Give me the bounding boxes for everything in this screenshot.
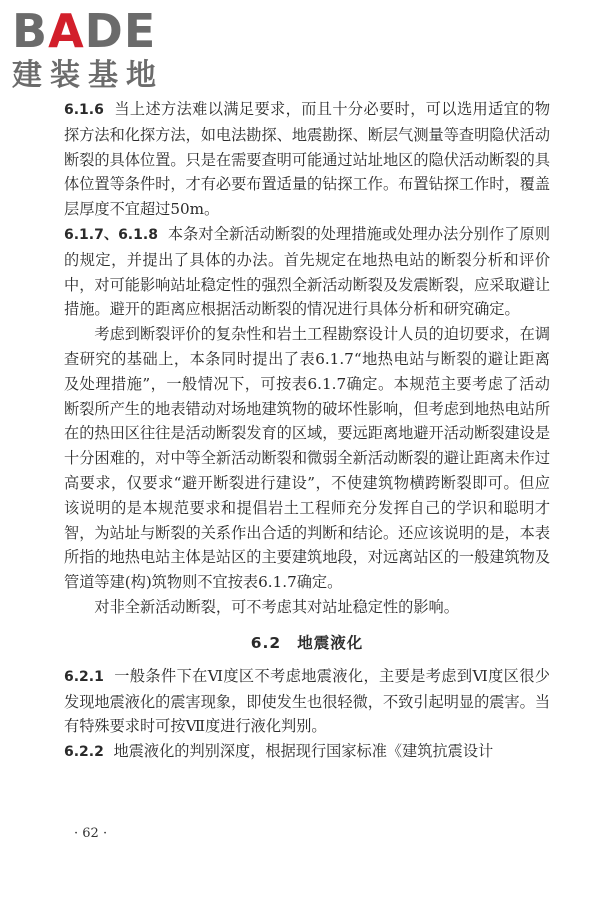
section-title: 地震液化 xyxy=(297,633,364,652)
clause-text: 本条对全新活动断裂的处理措施或处理办法分别作了原则的规定，并提出了具体的办法。首先规定在地热电站的断裂分析和评价中，对可能影响站址稳定性的强烈全新活动断裂及发震断裂，应采取避让措施。避开的距离应根据活动断裂的情况进行具体分析和研究确定。 xyxy=(64,224,551,319)
logo-subtitle: 建装基地 xyxy=(12,58,164,93)
clause-number: 6.1.7、6.1.8 xyxy=(64,226,158,243)
clause-text: 一般条件下在Ⅵ度区不考虑地震液化，主要是考虑到Ⅵ度区很少发现地震液化的震害现象，即使发生也很轻微，不致引起明显的震害。当有特殊要求时可按Ⅶ度进行液化判别。 xyxy=(64,666,550,736)
clause-number: 6.1.6 xyxy=(64,102,104,118)
paragraph-6-2-2 xyxy=(64,739,550,765)
section-heading xyxy=(64,630,550,656)
logo-letter: B xyxy=(12,4,49,58)
paragraph-6-1-6 xyxy=(64,97,550,222)
paragraph-body: 对非全新活动断裂，可不考虑其对站址稳定性的影响。 xyxy=(94,597,459,616)
clause-number: 6.2.1 xyxy=(64,668,104,685)
brand-logo xyxy=(12,6,164,94)
logo-wordmark xyxy=(12,6,164,56)
document-body xyxy=(64,97,550,765)
logo-accent-letter: A xyxy=(48,4,85,58)
paragraph-body: 考虑到断裂评价的复杂性和岩土工程勘察设计人员的迫切要求，在调查研究的基础上，本条同时提出了表6.1.7“地热电站与断裂的避让距离及处理措施”，一般情况下，可按表6.1.7确定。本规范主要考虑了活动断裂所产生的地表错动对场地建筑物的破坏性影响，但考虑到地热电站所在的热田区往往是活动断裂发育的区域，要远距离地避开活动断裂建设是十分困难的，对中等全新活动断裂和微弱全新活动断裂的避让距离未作过高要求，仅要求“避开断裂进行建设”，不使建筑物横跨断裂即可。但应该说明的是本规范要求和提倡岩土工程师充分发挥自己的学识和聪明才智，为站址与断裂的关系作出合适的判断和结论。还应该说明的是，本表所指的地热电站主体是站区的主要建筑地段，对远离站区的一般建筑物及管道等建(构)筑物则不宜按表6.1.7确定。 xyxy=(64,325,551,592)
paragraph-6-2-1 xyxy=(64,664,550,739)
clause-text: 地震液化的判别深度，根据现行国家标准《建筑抗震设计 xyxy=(113,742,494,761)
clause-text: 当上述方法难以满足要求，而且十分必要时，可以选用适宜的物探方法和化探方法，如电法勘探、地震勘探、断层气测量等查明隐伏活动断裂的具体位置。只是在需要查明可能通过站址地区的隐伏活动断裂的具体位置等条件时，才有必要布置适量的钻探工作。布置钻探工作时，覆盖层厚度不宜超过50m。 xyxy=(64,100,551,219)
clause-number: 6.2.2 xyxy=(64,744,104,761)
paragraph-6-1-7 xyxy=(64,222,550,322)
logo-letters: DE xyxy=(84,4,157,58)
section-number: 6.2 xyxy=(250,633,282,652)
page-number: · 62 · xyxy=(74,826,108,841)
